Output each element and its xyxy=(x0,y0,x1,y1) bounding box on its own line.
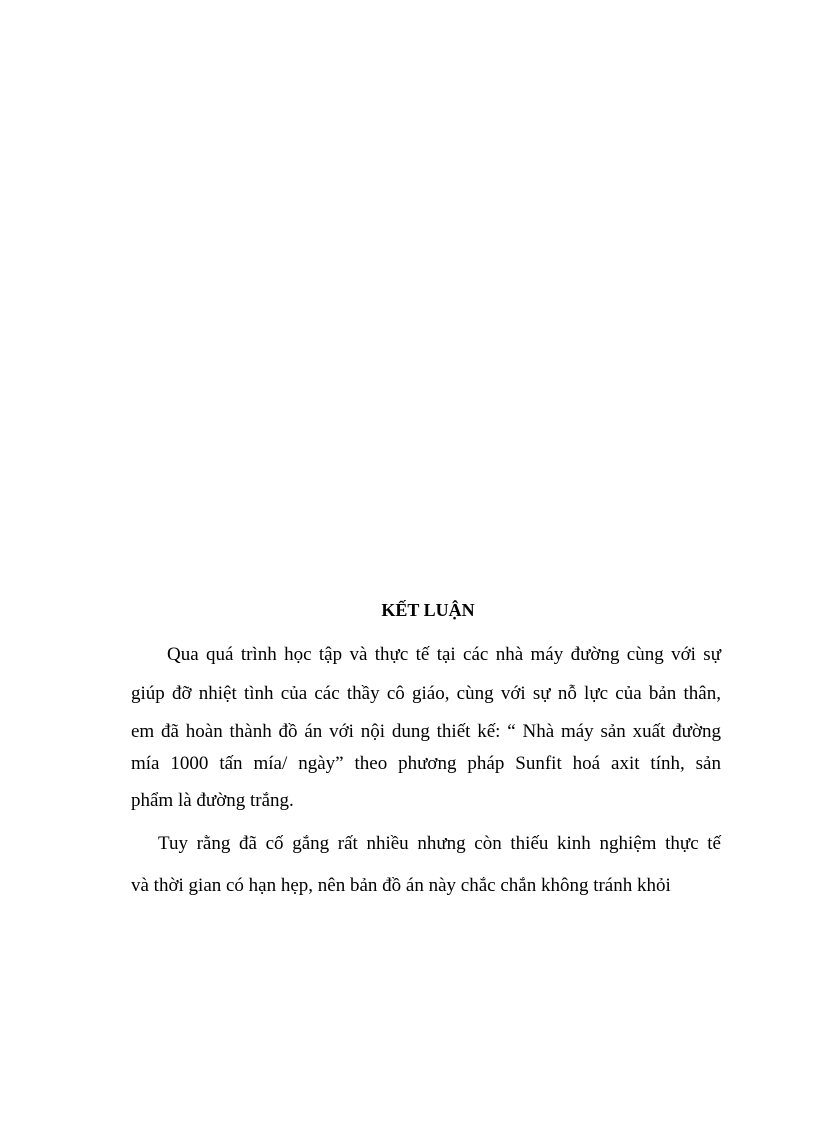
section-heading: KẾT LUẬN xyxy=(381,600,475,620)
paragraph-line: Tuy rằng đã cố gắng rất nhiều nhưng còn thiếu kinh nghiệm thực tế xyxy=(158,833,721,854)
paragraph-line: mía 1000 tấn mía/ ngày” theo phương pháp Sunfit hoá axit tính, sản xyxy=(131,753,721,774)
paragraph-line: giúp đỡ nhiệt tình của các thầy cô giáo, cùng với sự nỗ lực của bản thân, xyxy=(131,683,721,704)
paragraph-line: em đã hoàn thành đồ án với nội dung thiết kế: “ Nhà máy sản xuất đường xyxy=(131,721,721,742)
paragraph-line: và thời gian có hạn hẹp, nên bản đồ án này chắc chắn không tránh khỏi xyxy=(131,875,671,896)
paragraph-line: Qua quá trình học tập và thực tế tại các nhà máy đường cùng với sự xyxy=(167,644,721,665)
paragraph-line: phẩm là đường trắng. xyxy=(131,790,294,811)
